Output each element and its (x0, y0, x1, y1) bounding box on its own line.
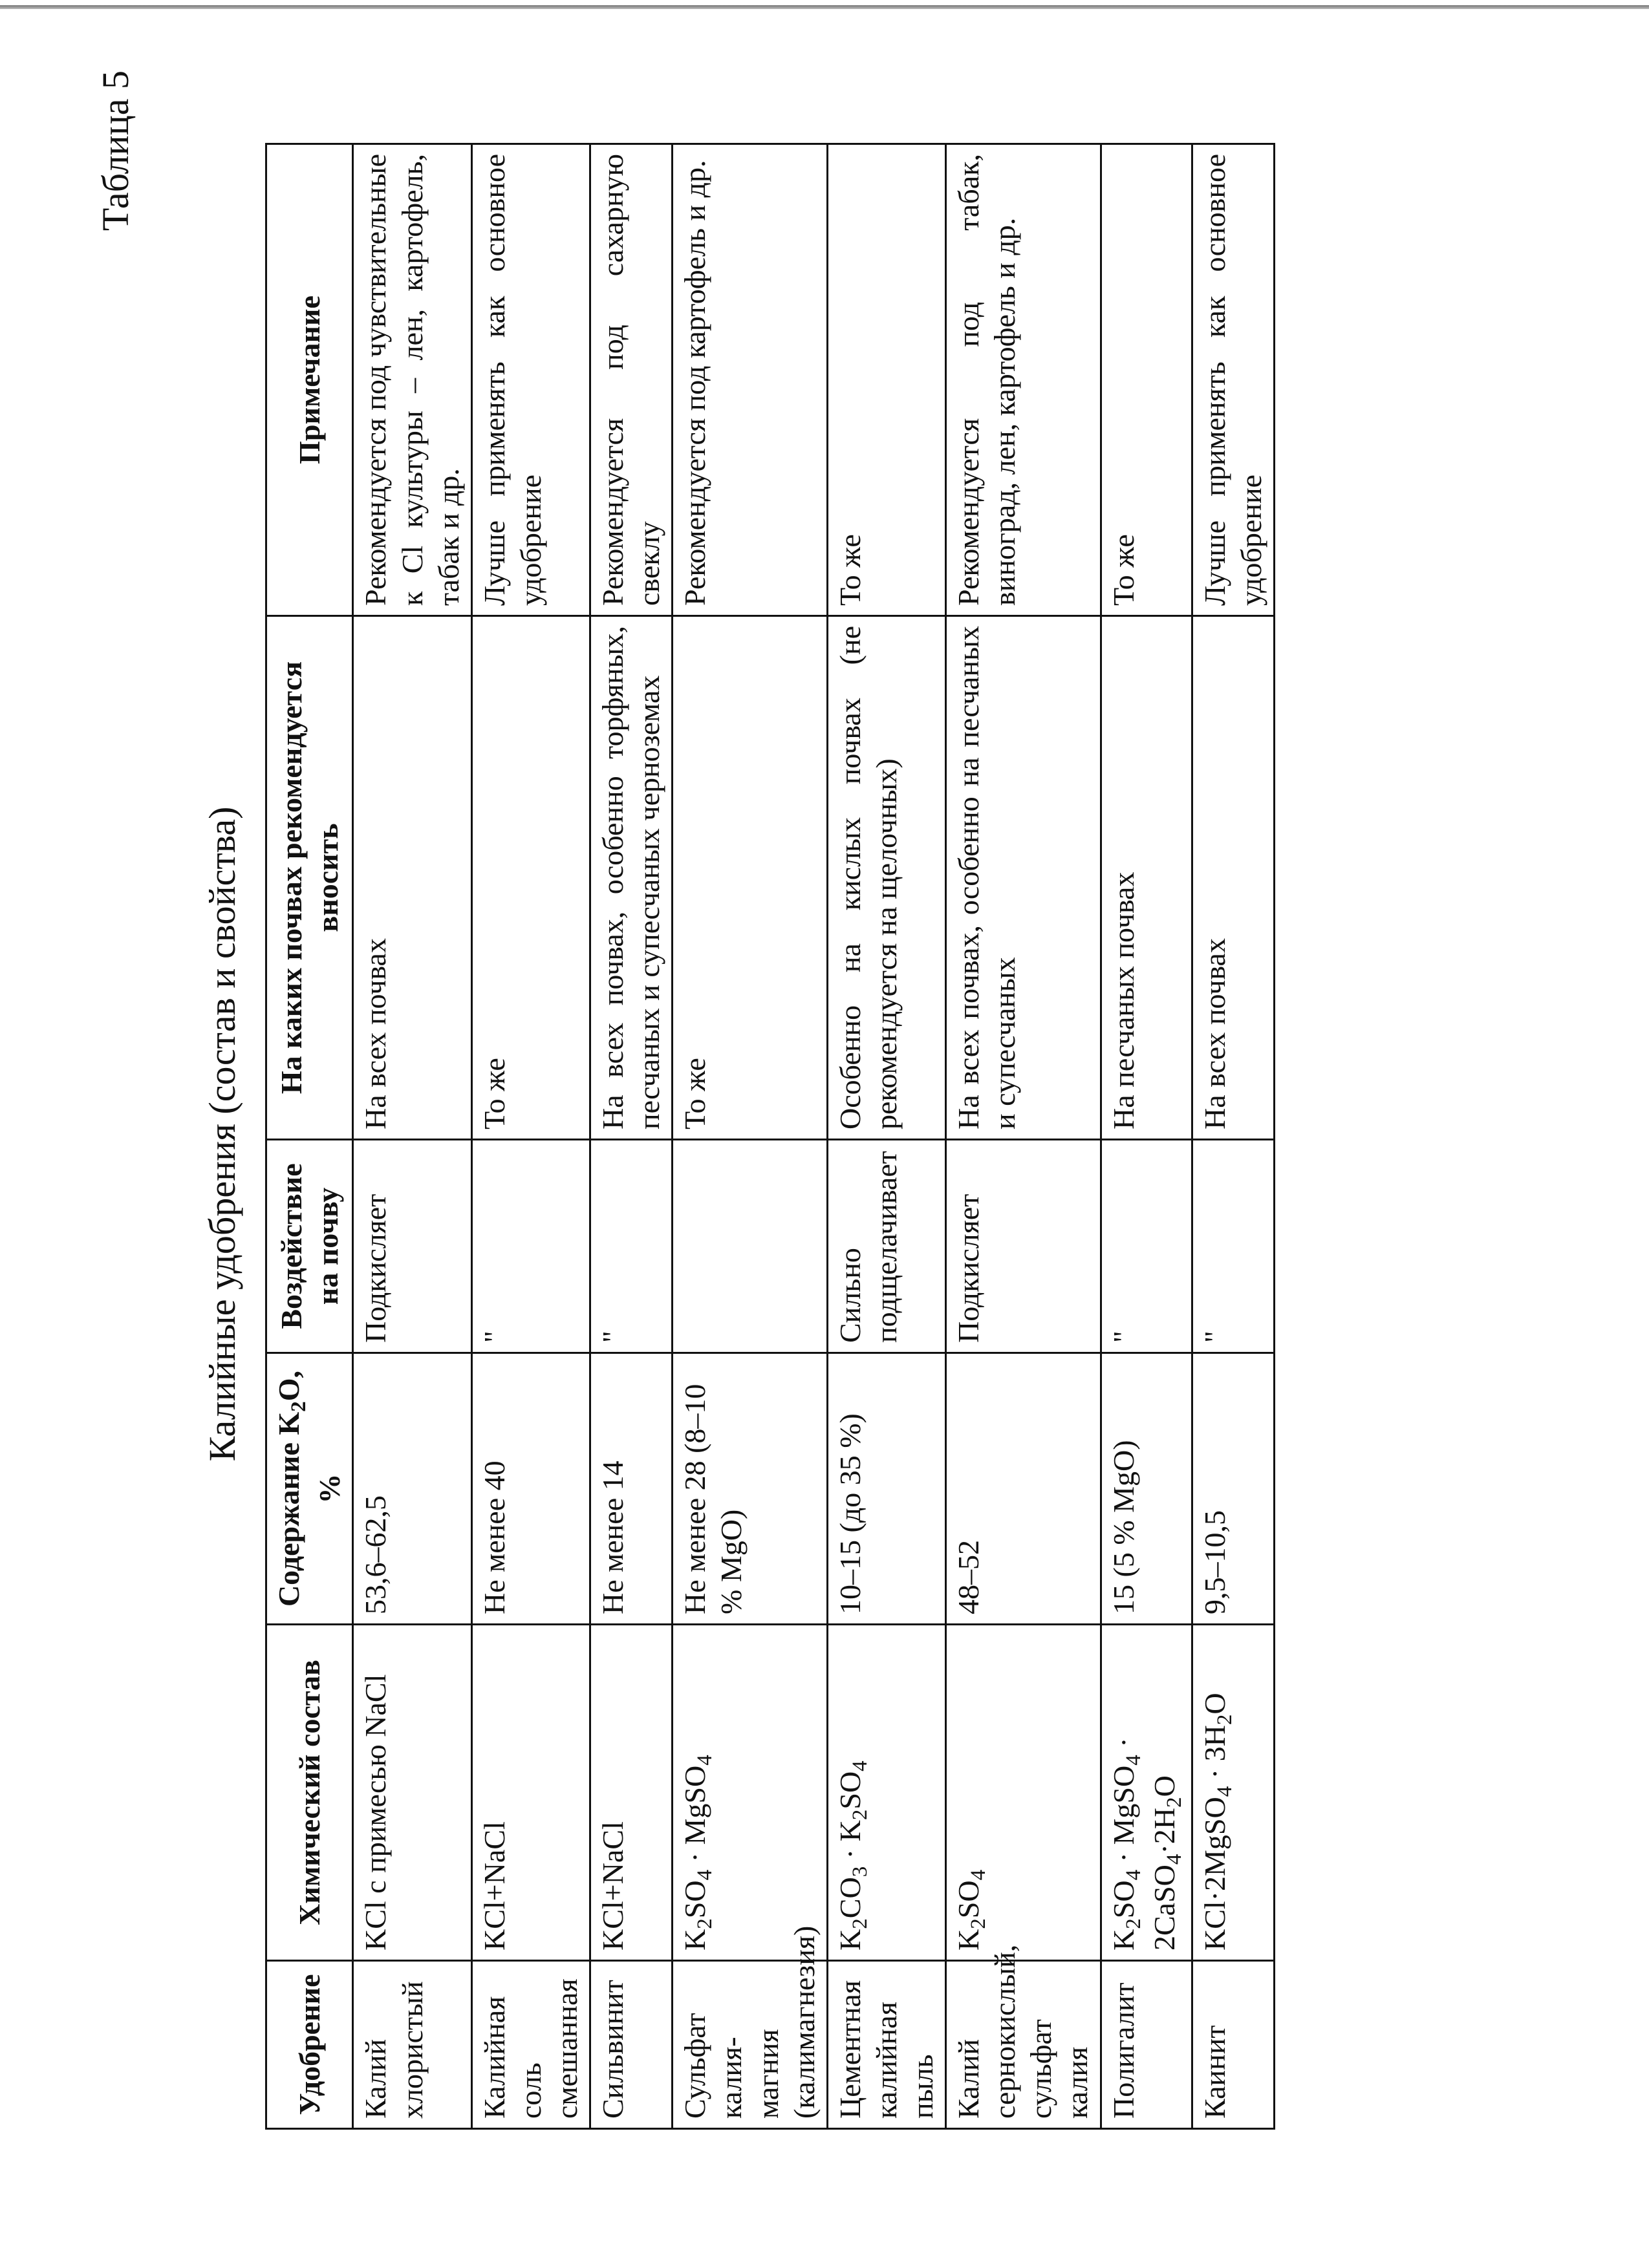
cell-fertilizer: Полигалит (1101, 1961, 1192, 2129)
cell-composition (353, 1625, 471, 1961)
composition-part: · 3H (1198, 1725, 1232, 1786)
cell-soils: На всех почвах (353, 616, 471, 1140)
composition-part: 4 (1212, 1786, 1237, 1797)
composition-part: KCl·2MgSO (1198, 1797, 1232, 1951)
header-fertilizer: Удобрение (266, 1961, 353, 2129)
composition-part: 2 (1161, 1797, 1186, 1808)
composition-part: · 2CaSO (1106, 1737, 1181, 1951)
cell-effect: " (590, 1140, 673, 1353)
composition-part: O (1198, 1693, 1232, 1715)
cell-effect: " (1101, 1140, 1192, 1353)
scan-edge-line (0, 5, 1649, 9)
composition-part: 4 (693, 1869, 717, 1881)
cell-effect: " (471, 1140, 590, 1353)
composition-part: SO (1106, 1880, 1140, 1919)
composition-part: K (833, 1929, 867, 1951)
composition-part: 4 (1121, 1755, 1145, 1766)
cell-content: 53,6–62,5 (353, 1353, 471, 1625)
cell-fertilizer: Каинит (1192, 1961, 1275, 2129)
composition-part: 2 (1212, 1714, 1237, 1726)
composition-part: · K (833, 1820, 867, 1867)
composition-part: 2 (847, 1809, 872, 1821)
cell-note: Лучше применять как основное удобрение (471, 144, 590, 616)
table-row (673, 144, 827, 2129)
composition-part: 2 (966, 1918, 990, 1929)
cell-note: Рекомендуется под табак, виноград, лен, картофель и др. (946, 144, 1101, 616)
table-row (353, 144, 471, 2129)
composition-part: KCl+NaCl (596, 1821, 630, 1951)
cell-content: 10–15 (до 35 %) (827, 1353, 945, 1625)
cell-soils: На всех почвах (1192, 616, 1275, 1140)
table-row (946, 144, 1101, 2129)
table-title: Калийные удобрения (состав и свойства) (201, 806, 243, 1462)
cell-soils: Особенно на кислых почвах (не рекомендуется на щелочных) (827, 616, 945, 1140)
composition-part: 4 (693, 1755, 717, 1766)
cell-fertilizer: Калий сернокислый, сульфат калия (946, 1961, 1101, 2129)
cell-note: То же (1101, 144, 1192, 616)
table-row (590, 144, 673, 2129)
cell-soils: То же (673, 616, 827, 1140)
header-note: Примечание (266, 144, 353, 616)
composition-part: SO (833, 1771, 867, 1810)
cell-note: Рекомендуется под чувствительные к Cl культуры – лен, картофель, табак и др. (353, 144, 471, 616)
header-content-sub: 2 (286, 1401, 310, 1412)
header-content (266, 1353, 353, 1625)
cell-note: Рекомендуется под картофель и др. (673, 144, 827, 616)
composition-part: 2 (847, 1918, 872, 1929)
table-row (827, 144, 945, 2129)
cell-soils: На песчаных почвах (1101, 616, 1192, 1140)
cell-effect: " (1192, 1140, 1275, 1353)
table-row (1101, 144, 1192, 2129)
cell-composition (946, 1625, 1101, 1961)
cell-soils: На всех почвах, особенно на песчаных и супесчаных (946, 616, 1101, 1140)
cell-fertilizer: Калийная соль смешанная (471, 1961, 590, 2129)
composition-part: SO (678, 1880, 712, 1919)
composition-part: ·2H (1147, 1807, 1181, 1854)
cell-soils: То же (471, 616, 590, 1140)
cell-content: Не менее 28 (8–10 % MgO) (673, 1353, 827, 1625)
composition-part: · MgSO (678, 1765, 712, 1870)
composition-part: 3 (847, 1866, 872, 1878)
composition-part: SO (952, 1880, 986, 1919)
composition-part: K (678, 1929, 712, 1951)
cell-effect: Подкисляет (353, 1140, 471, 1353)
composition-part: KCl+NaCl (477, 1821, 511, 1951)
composition-part: 4 (966, 1869, 990, 1881)
table-row (471, 144, 590, 2129)
composition-part: KCl с примесью NaCl (359, 1674, 393, 1951)
cell-note: Лучше применять как основное удобрение (1192, 144, 1275, 616)
cell-note: Рекомендуется под сахарную свеклу (590, 144, 673, 616)
cell-effect: Подкисляет (946, 1140, 1101, 1353)
composition-part: 4 (1121, 1869, 1145, 1881)
rotated-page (48, 35, 1600, 2233)
cell-effect (673, 1140, 827, 1353)
header-effect: Воздействие на почву (266, 1140, 353, 1353)
composition-part: CO (833, 1877, 867, 1919)
cell-composition (827, 1625, 945, 1961)
cell-composition (673, 1625, 827, 1961)
table-row (1192, 144, 1275, 2129)
table-header-row (266, 144, 353, 2129)
composition-part: 4 (847, 1760, 872, 1771)
composition-part: O (1147, 1775, 1181, 1797)
cell-composition (590, 1625, 673, 1961)
composition-part: K (1106, 1929, 1140, 1951)
cell-effect: Сильно подщелачивает (827, 1140, 945, 1353)
composition-part: 2 (1121, 1918, 1145, 1929)
header-content-post: O, % (272, 1370, 347, 1504)
cell-content: Не менее 40 (471, 1353, 590, 1625)
cell-composition (1101, 1625, 1192, 1961)
cell-content: Не менее 14 (590, 1353, 673, 1625)
table-caption: Таблица 5 (94, 70, 136, 231)
cell-content: 9,5–10,5 (1192, 1353, 1275, 1625)
table-body (353, 144, 1275, 2129)
composition-part: · MgSO (1106, 1765, 1140, 1870)
composition-part: 2 (693, 1918, 717, 1929)
cell-fertilizer: Калий хлористый (353, 1961, 471, 2129)
cell-note: То же (827, 144, 945, 616)
cell-soils: На всех почвах, особенно торфяных, песчаных и супесчаных черноземах (590, 616, 673, 1140)
fertilizer-table (265, 143, 1275, 2130)
cell-composition (1192, 1625, 1275, 1961)
composition-part: 4 (1161, 1854, 1186, 1865)
cell-content: 48–52 (946, 1353, 1101, 1625)
cell-fertilizer: Сильвинит (590, 1961, 673, 2129)
header-soils: На каких почвах рекомендуется вносить (266, 616, 353, 1140)
composition-part: K (952, 1929, 986, 1951)
cell-composition (471, 1625, 590, 1961)
cell-fertilizer: Цементная калийная пыль (827, 1961, 945, 2129)
cell-fertilizer: Сульфат калия-магния (калимагнезия) (673, 1961, 827, 2129)
header-content-pre: Содержание K (272, 1411, 305, 1607)
header-composition: Химический состав (266, 1625, 353, 1961)
cell-content: 15 (5 % MgO) (1101, 1353, 1192, 1625)
